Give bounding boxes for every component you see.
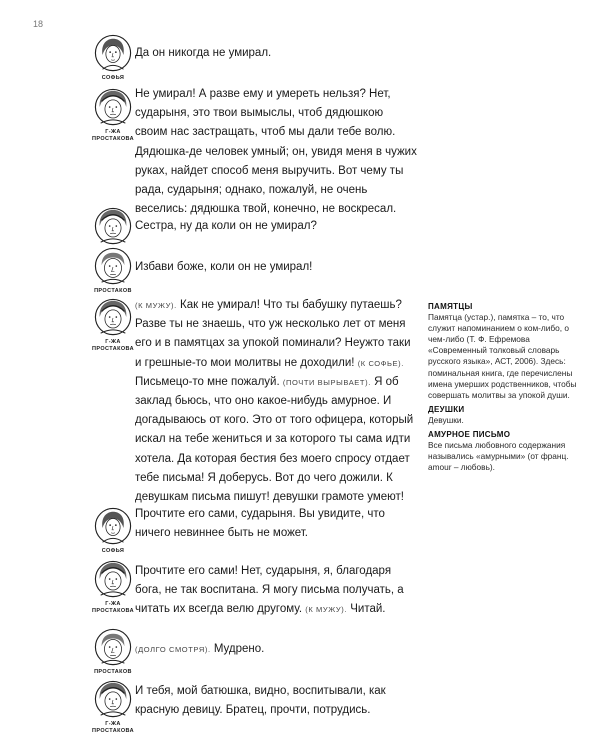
dialogue-line: Прочтите его сами! Нет, сударыня, я, благодаря бога, не так воспитана. Я могу письма получать, а читать их всегда велю другому. (К МУЖУ). Читай. (135, 565, 404, 616)
sofya-portrait-icon (94, 34, 132, 74)
prostakova-portrait-icon (94, 680, 132, 720)
speaker-prostakova (91, 88, 135, 143)
stage-direction: (К СОФЬЕ). (357, 358, 404, 368)
stage-direction: (ПОЧТИ ВЫРЫВАЕТ). (282, 377, 371, 387)
speaker-name: СОФЬЯ (101, 548, 125, 554)
sofya-portrait-icon (94, 507, 132, 547)
speaker-prostakov (91, 628, 135, 676)
dialogue-line: Да он никогда не умирал. (135, 47, 272, 59)
speaker-prostakova (91, 298, 135, 353)
glossary-definition: Девушки. (428, 414, 464, 425)
stage-direction: (К МУЖУ). (135, 301, 177, 310)
prostakova-portrait-icon (94, 298, 132, 338)
speaker-name: Г-ЖА ПРОСТАКОВА (92, 129, 134, 142)
speaker-prostakova (91, 560, 135, 615)
glossary (428, 301, 588, 476)
glossary-definition: Памятца (устар.), памятка – то, что служит напоминанием о ком-либо, о чем-либо (Т. Ф. Ефремова «Современный толковый словарь русского языка», АСТ, 2006). Здесь: поминальная книга, где перечислены имена умерших родственников, чтобы совершать молитвы за упокой души. (428, 312, 577, 400)
speaker-prostakova (91, 207, 135, 247)
speaker-name: ПРОСТАКОВ (94, 669, 132, 675)
glossary-definition: Все письма любовного содержания назывались «амурными» (от франц. amour – любовь). (428, 440, 569, 473)
glossary-term: ДЕУШКИ (428, 404, 465, 414)
speaker-name: Г-ЖА ПРОСТАКОВА (92, 721, 134, 734)
dialogue-line: (ДОЛГО СМОТРЯ). Мудрено. (135, 643, 265, 655)
prostakova-portrait-icon (94, 560, 132, 600)
dialogue-line: Не умирал! А разве ему и умереть нельзя? Нет, сударыня, это твои вымыслы, чтоб дядюшкою своим нас застращать, чтоб мы дали тебе волю. Дядюшка-де человек умный; он, увидя меня в чужих руках, найдет способ меня выручить. Вот чему ты рада, сударыня; однако, пожалуй, не очень веселись: дядюшка твой, конечно, не воскресал. (135, 88, 417, 216)
prostakov-portrait-icon (94, 247, 132, 287)
speaker-name: Г-ЖА ПРОСТАКОВА (92, 601, 134, 614)
speaker-prostakov (91, 247, 135, 295)
speaker-name: ПРОСТАКОВ (94, 288, 132, 294)
prostakova-portrait-icon (94, 207, 132, 247)
prostakov-portrait-icon (94, 628, 132, 668)
dialogue-line: И тебя, мой батюшка, видно, воспитывали, как красную девицу. Братец, прочти, потрудись. (135, 685, 386, 717)
page-number: 18 (33, 19, 44, 29)
stage-direction: (ДОЛГО СМОТРЯ). (135, 645, 211, 654)
speaker-sofya (91, 34, 135, 82)
speaker-prostakova (91, 680, 135, 735)
speaker-name: Г-ЖА ПРОСТАКОВА (92, 339, 134, 352)
glossary-term: АМУРНОЕ ПИСЬМО (428, 430, 511, 440)
speaker-name: СОФЬЯ (101, 75, 125, 81)
dialogue-line: Сестра, ну да коли он не умирал? (135, 220, 317, 232)
dialogue-line: Прочтите его сами, сударыня. Вы увидите, что ничего невиннее быть не может. (135, 508, 385, 540)
stage-direction: (К МУЖУ). (305, 605, 348, 615)
dialogue-line: Избави боже, коли он не умирал! (135, 261, 313, 273)
dialogue-line: (К МУЖУ). Как не умирал! Что ты бабушку путаешь? Разве ты не знаешь, что уж несколько лет от меня его и в памятцах за упокой поминали? Неужто таки и грешные-то мои молитвы не доходили! (К СОФЬЕ). Письмецо-то мне пожалуй. (ПОЧТИ ВЫРЫВАЕТ). Я об заклад бьюсь, что оно какое-нибудь амурное. И догадываюсь от кого. Это от того офицера, который искал на тебе жениться и за которого ты сама идти хотела. Да которая бестия без моего спросу отдает тебе письма! Я доберусь. Вот до чего дожили. К девушкам письма пишут! девушки грамоте умеют! (135, 299, 414, 504)
speaker-sofya (91, 507, 135, 555)
glossary-term: ПАМЯТЦЫ (428, 302, 473, 311)
prostakova-portrait-icon (94, 88, 132, 128)
